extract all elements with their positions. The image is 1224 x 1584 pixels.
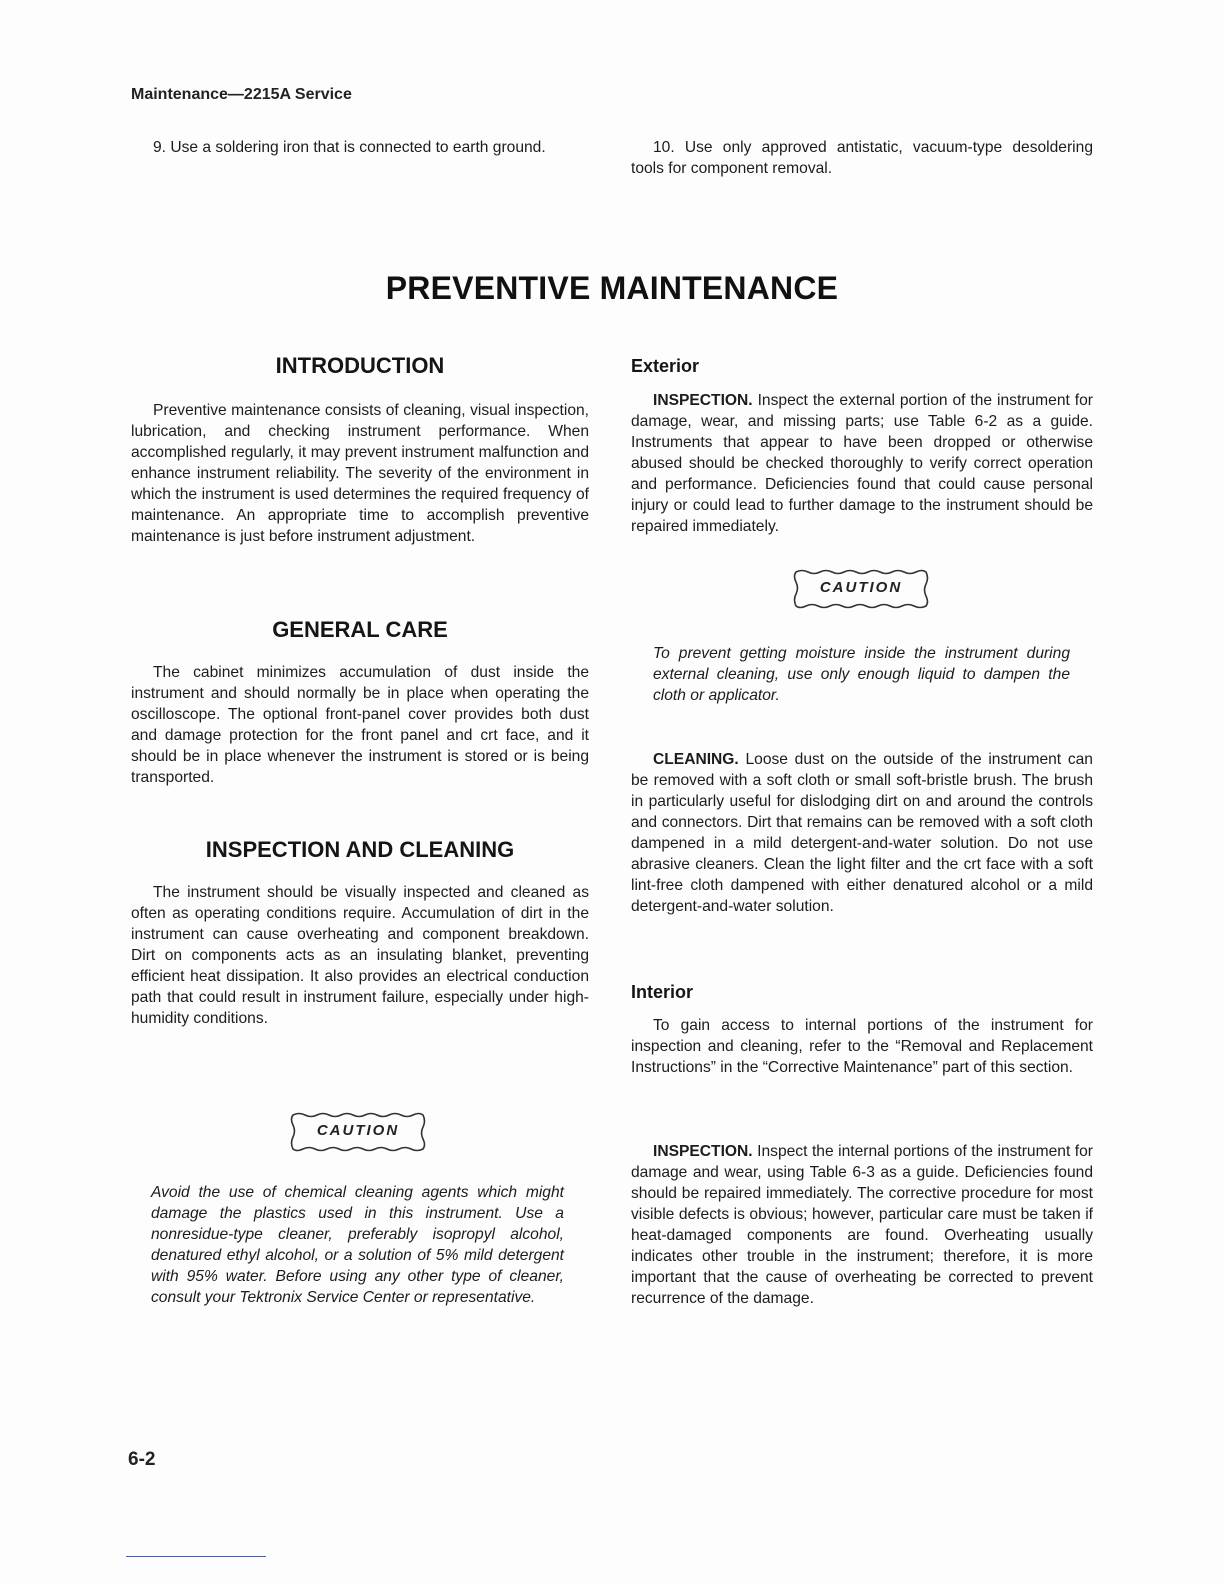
list-item-10 (631, 137, 1093, 179)
exterior-cleaning-paragraph (631, 749, 1093, 917)
introduction-body: Preventive maintenance consists of cleaning, visual inspection, lubrication, and checking instrument performance. When accomplished regularly, it may prevent instrument malfunction and enhance instrument reliability. The severity of the environment in which the instrument is used determines the required frequency of maintenance. An appropriate time to accomplish preventive maintenance is just before instrument adjustment. (131, 402, 589, 545)
caution-badge-left (289, 1111, 427, 1153)
interior-inspection-paragraph (631, 1141, 1093, 1309)
interior-inspection-lead: INSPECTION. (653, 1143, 753, 1160)
exterior-inspection-section (631, 390, 1093, 537)
exterior-cleaning-body: Loose dust on the outside of the instrument can be removed with a soft cloth or small soft-bristle brush. The brush in particularly useful for dislodging dirt on and around the controls and connectors. Dirt that remains can be removed with a soft cloth dampened in a mild detergent-and-water solution. Do not use abrasive cleaners. Clean the light filter and the crt face with a soft lint-free cloth dampened with either denatured alcohol or a mild detergent-and-water solution. (631, 751, 1093, 915)
exterior-heading: Exterior (631, 356, 700, 376)
general-care-section (131, 662, 589, 788)
caution-text-left: Avoid the use of chemical cleaning agents which might damage the plastics used in this instrument. Use a nonresidue-type cleaner, preferably isopropyl alcohol, denatured ethyl alcohol, or a solution of 5% mild detergent with 95% water. Before using any other type of cleaner, consult your Tektronix Service Center or representative. (151, 1184, 564, 1306)
caution-note-right (653, 643, 1070, 706)
running-head: Maintenance—2215A Service (131, 86, 352, 103)
exterior-inspection-lead: INSPECTION. (653, 392, 753, 409)
interior-heading: Interior (631, 982, 694, 1002)
page-number: 6-2 (128, 1449, 156, 1470)
interior-access-body: To gain access to internal portions of the instrument for inspection and cleaning, refer to the “Removal and Replacement Instructions” in the “Corrective Maintenance” part of this section. (631, 1017, 1093, 1076)
inspection-cleaning-section (131, 882, 589, 1029)
introduction-section (131, 400, 589, 547)
caution-label-right: CAUTION (819, 579, 903, 596)
exterior-inspection-body: Inspect the external portion of the instrument for damage, wear, and missing parts; use Table 6-2 as a guide. Instruments that appear to have been dropped or otherwise abused should be checked thoroughly to verify correct operation and performance. Deficiencies found that could cause personal injury or could lead to further damage to the instrument should be repaired immediately. (631, 392, 1093, 535)
page-title: PREVENTIVE MAINTENANCE (385, 270, 839, 306)
general-care-body: The cabinet minimizes accumulation of dust inside the instrument and should normally be in place when operating the oscilloscope. The optional front-panel cover provides both dust and damage protection for the front panel and crt face, and it should be in place whenever the instrument is stored or is being transported. (131, 664, 589, 786)
caution-label-left: CAUTION (316, 1122, 400, 1139)
caution-text-right: To prevent getting moisture inside the instrument during external cleaning, use only enough liquid to dampen the cloth or applicator. (653, 645, 1070, 704)
interior-inspection-section (631, 1141, 1093, 1309)
list-item-9-text: 9. Use a soldering iron that is connected to earth ground. (153, 139, 546, 156)
footer-rule (126, 1556, 266, 1557)
introduction-heading: INTRODUCTION (275, 353, 445, 378)
caution-badge-right (792, 568, 930, 610)
caution-note-left (151, 1182, 564, 1308)
general-care-heading: GENERAL CARE (272, 617, 448, 642)
exterior-cleaning-section (631, 749, 1093, 917)
exterior-cleaning-lead: CLEANING. (653, 751, 739, 768)
list-item-10-text: 10. Use only approved antistatic, vacuum-type desoldering tools for component removal. (631, 139, 1093, 177)
interior-inspection-body: Inspect the internal portions of the instrument for damage and wear, using Table 6-3 as a guide. Deficiencies found should be repaired immediately. The corrective procedure for most visible defects is obvious; however, particular care must be taken if heat-damaged components are found. Overheating usually indicates other trouble in the instrument; therefore, it is more important that the cause of overheating be corrected to prevent recurrence of the damage. (631, 1143, 1093, 1307)
list-item-9 (131, 137, 589, 158)
inspection-cleaning-heading: INSPECTION AND CLEANING (205, 837, 515, 862)
exterior-inspection-paragraph (631, 390, 1093, 537)
inspection-cleaning-body: The instrument should be visually inspected and cleaned as often as operating conditions require. Accumulation of dirt in the instrument can cause overheating and component breakdown. Dirt on components acts as an insulating blanket, preventing efficient heat dissipation. It also provides an electrical conduction path that could result in instrument failure, especially under high-humidity conditions. (131, 884, 589, 1027)
interior-access-section (631, 1015, 1093, 1078)
